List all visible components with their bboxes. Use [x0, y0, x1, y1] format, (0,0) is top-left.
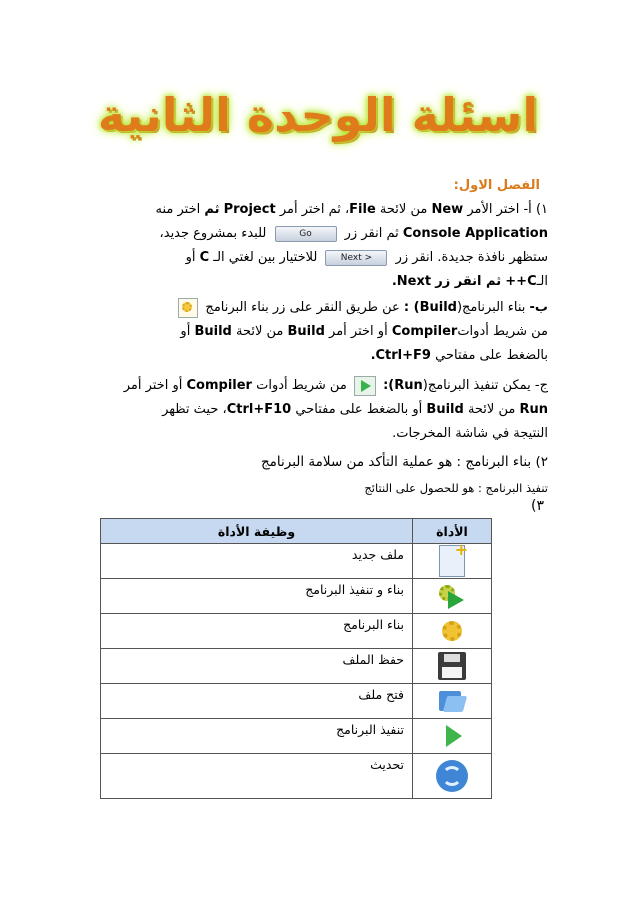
table-cell-desc: تنفيذ البرنامج [101, 719, 413, 754]
question-2-line-1: ٢) بناء البرنامج : هو عملية التأكد من سلامة البرنامج [260, 454, 548, 470]
table-row [101, 684, 492, 719]
table-cell-desc: تحديث [101, 754, 413, 799]
next-button-image: Next > [325, 250, 387, 266]
new-file-icon [439, 545, 465, 577]
question-1-part-a: ١) أ- اختر الأمر New من لائحة File، ثم اختر أمر Project ثم اختر منه Console Application ثم انقر زر Go للبدء بمشروع جديد، ستظهر نافذة جديدة. انقر زر Next > للاختيار بين لغتي الـ C أو الـC++ ثم انقر زر Next. [155, 202, 548, 289]
table-header-tool: الأداة [413, 519, 492, 544]
table-cell-desc: فتح ملف [101, 684, 413, 719]
run-play-icon [436, 721, 468, 751]
question-1-part-c: ج- يمكن تنفيذ البرنامج(Run): من شريط أدوات Compiler أو اختر أمر Run من لائحة Build أو بالضغط على مفتاحي Ctrl+F10، حيث تظهر النتيجة في شاشة المخرجات. [78, 374, 548, 446]
table-row [101, 579, 492, 614]
tools-table [100, 518, 492, 799]
build-gear-icon [178, 298, 198, 318]
open-folder-icon [436, 686, 468, 716]
table-cell-desc: حفظ الملف [101, 649, 413, 684]
save-floppy-icon [438, 652, 466, 680]
question-1-part-b: ب- بناء البرنامج(Build) : عن طريق النقر على زر بناء البرنامج من شريط أدواتCompiler أو اختر أمر Build من لائحة Build أو بالضغط على مفتاحي Ctrl+F9. [78, 296, 548, 368]
table-row [101, 614, 492, 649]
table-row [101, 719, 492, 754]
table-cell-desc: بناء البرنامج [101, 614, 413, 649]
table-row [101, 544, 492, 579]
build-gear-icon [436, 616, 468, 646]
table-cell-desc: بناء و تنفيذ البرنامج [101, 579, 413, 614]
refresh-icon [436, 760, 468, 792]
page-title: اسئلة الوحدة الثانية [97, 88, 539, 142]
table-header-function: وظيفة الأداة [101, 519, 413, 544]
question-3-number: ٣) [531, 498, 544, 514]
table-header-row [101, 519, 492, 544]
chapter-heading: الفصل الاول: [453, 178, 540, 193]
build-and-run-icon [436, 581, 468, 611]
table-cell-desc: ملف جديد [101, 544, 413, 579]
go-button-image: Go [275, 226, 337, 242]
table-row [101, 649, 492, 684]
run-play-icon [354, 376, 376, 396]
question-2-line-2: تنفيذ البرنامج : هو للحصول على النتائج [364, 481, 548, 495]
table-row [101, 754, 492, 799]
